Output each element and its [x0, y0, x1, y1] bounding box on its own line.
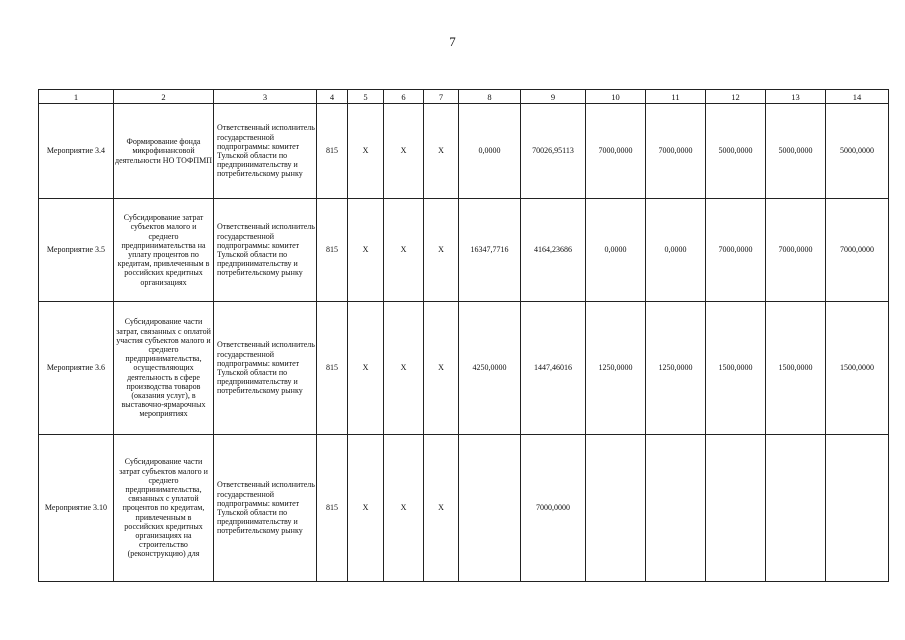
- mark-cell: [348, 302, 384, 435]
- value-cell: [766, 302, 826, 435]
- value-cell: [521, 104, 586, 199]
- mark-cell-text: Х: [438, 146, 444, 156]
- activity-name-text: Субсидирование части затрат, связанных с оплатой участия субъектов малого и среднего предпринимательства, осуществляющих деятельность в сфере производства товаров (оказания услуг), в выставочно-ярмарочных мероприятиях: [116, 317, 211, 419]
- activity-name: [114, 199, 214, 302]
- header-cell: 12: [706, 90, 766, 104]
- mark-cell: [384, 199, 424, 302]
- header-cell: 2: [114, 90, 214, 104]
- value-cell-text: 0,0000: [478, 146, 501, 156]
- activity-id-text: Мероприятие 3.6: [46, 363, 106, 373]
- value-cell-text: 16347,7716: [470, 245, 509, 255]
- value-cell: [826, 435, 889, 582]
- value-cell: [766, 435, 826, 582]
- mark-cell: [424, 199, 459, 302]
- value-cell: [706, 199, 766, 302]
- header-cell: 13: [766, 90, 826, 104]
- value-cell: [646, 435, 706, 582]
- value-cell-text: 1500,0000: [718, 363, 753, 373]
- code-cell-text: 815: [326, 146, 338, 156]
- table-row: [39, 435, 889, 582]
- value-cell: [706, 302, 766, 435]
- value-cell: [521, 302, 586, 435]
- activity-name: [114, 302, 214, 435]
- mark-cell-text: Х: [362, 146, 369, 156]
- activity-id-text: Мероприятие 3.5: [46, 245, 106, 255]
- header-cell: 6: [384, 90, 424, 104]
- header-cell: 5: [348, 90, 384, 104]
- value-cell: [646, 104, 706, 199]
- activity-id: [39, 435, 114, 582]
- header-cell: 3: [214, 90, 317, 104]
- header-cell: 1: [39, 90, 114, 104]
- mark-cell-text: Х: [400, 146, 407, 156]
- mark-cell-text: Х: [362, 503, 369, 513]
- table-row: [39, 199, 889, 302]
- mark-cell-text: Х: [438, 245, 444, 255]
- mark-cell-text: Х: [362, 363, 369, 373]
- mark-cell: [348, 435, 384, 582]
- value-cell: [459, 302, 521, 435]
- table-row: [39, 104, 889, 199]
- mark-cell: [424, 302, 459, 435]
- header-cell: 8: [459, 90, 521, 104]
- activity-id: [39, 104, 114, 199]
- value-cell: [766, 104, 826, 199]
- value-cell-text: 5000,0000: [718, 146, 753, 156]
- value-cell-text: 4164,23686: [534, 245, 572, 255]
- activity-name-text: Субсидирование части затрат субъектов малого и среднего предпринимательства, связанных с уплатой процентов по кредитам, привлеченным в российских кредитных организациях на строительство (реконструкцию) для: [119, 457, 208, 559]
- activity-name-text: Субсидирование затрат субъектов малого и среднего предпринимательства на уплату процентов по кредитам, привлеченным в российских кредитных организациях: [117, 213, 210, 287]
- activity-id: [39, 302, 114, 435]
- executor-text: Ответственный исполнитель государственной подпрограммы: комитет Тульской области по предпринимательству и потребительскому рынку: [217, 123, 315, 179]
- value-cell: [586, 199, 646, 302]
- code-cell-text: 815: [326, 363, 338, 373]
- value-cell-text: 7000,0000: [536, 503, 570, 513]
- value-cell: [521, 435, 586, 582]
- value-cell-text: 1500,0000: [778, 363, 813, 373]
- mark-cell-text: Х: [400, 503, 407, 513]
- value-cell: [646, 199, 706, 302]
- activity-id-text: Мероприятие 3.10: [44, 503, 108, 513]
- value-cell: [459, 199, 521, 302]
- executor-text: Ответственный исполнитель государственной подпрограммы: комитет Тульской области по предпринимательству и потребительскому рынку: [217, 222, 315, 278]
- executor-text: Ответственный исполнитель государственной подпрограммы: комитет Тульской области по предпринимательству и потребительскому рынку: [217, 340, 315, 396]
- activity-name: [114, 104, 214, 199]
- executor: [214, 199, 317, 302]
- mark-cell: [424, 104, 459, 199]
- table-row: [39, 302, 889, 435]
- executor-text: Ответственный исполнитель государственной подпрограммы: комитет Тульской области по предпринимательству и потребительскому рынку: [217, 480, 315, 536]
- header-cell: 11: [646, 90, 706, 104]
- mark-cell-text: Х: [400, 245, 407, 255]
- value-cell-text: 4250,0000: [472, 363, 507, 373]
- value-cell-text: 5000,0000: [840, 146, 874, 156]
- activity-name-text: Формирование фонда микрофинансовой деятельности НО ТОФПМП: [115, 137, 212, 165]
- mark-cell: [424, 435, 459, 582]
- mark-cell-text: Х: [438, 363, 444, 373]
- header-cell: 14: [826, 90, 889, 104]
- mark-cell-text: Х: [400, 363, 407, 373]
- activity-name: [114, 435, 214, 582]
- mark-cell: [384, 302, 424, 435]
- header-cell: 10: [586, 90, 646, 104]
- header-cell: 9: [521, 90, 586, 104]
- value-cell-text: 7000,0000: [598, 146, 633, 156]
- value-cell: [706, 435, 766, 582]
- value-cell-text: 7000,0000: [718, 245, 753, 255]
- value-cell: [826, 104, 889, 199]
- value-cell-text: 1500,0000: [840, 363, 874, 373]
- value-cell-text: 70026,95113: [532, 146, 574, 156]
- value-cell: [826, 199, 889, 302]
- code-cell-text: 815: [326, 245, 338, 255]
- code-cell: [317, 435, 348, 582]
- code-cell: [317, 104, 348, 199]
- header-cell: 7: [424, 90, 459, 104]
- value-cell: [706, 104, 766, 199]
- mark-cell-text: Х: [438, 503, 444, 513]
- value-cell: [586, 435, 646, 582]
- value-cell-text: 7000,0000: [658, 146, 693, 156]
- executor: [214, 435, 317, 582]
- value-cell-text: 7000,0000: [840, 245, 874, 255]
- mark-cell: [384, 104, 424, 199]
- executor: [214, 104, 317, 199]
- activity-id: [39, 199, 114, 302]
- value-cell: [459, 435, 521, 582]
- code-cell: [317, 302, 348, 435]
- value-cell-text: 5000,0000: [778, 146, 813, 156]
- value-cell-text: 0,0000: [664, 245, 687, 255]
- value-cell: [646, 302, 706, 435]
- mark-cell: [384, 435, 424, 582]
- value-cell: [586, 302, 646, 435]
- program-table: [38, 89, 889, 582]
- mark-cell-text: Х: [362, 245, 369, 255]
- value-cell: [521, 199, 586, 302]
- page-number: 7: [449, 34, 456, 49]
- value-cell-text: 1447,46016: [534, 363, 572, 373]
- value-cell-text: 0,0000: [604, 245, 627, 255]
- code-cell-text: 815: [326, 503, 338, 513]
- value-cell: [586, 104, 646, 199]
- executor: [214, 302, 317, 435]
- code-cell: [317, 199, 348, 302]
- activity-id-text: Мероприятие 3.4: [46, 146, 106, 156]
- value-cell: [459, 104, 521, 199]
- value-cell: [766, 199, 826, 302]
- header-cell: 4: [317, 90, 348, 104]
- value-cell: [826, 302, 889, 435]
- mark-cell: [348, 104, 384, 199]
- value-cell-text: 7000,0000: [778, 245, 813, 255]
- mark-cell: [348, 199, 384, 302]
- value-cell-text: 1250,0000: [598, 363, 633, 373]
- header-row: [39, 90, 889, 104]
- value-cell-text: 1250,0000: [658, 363, 693, 373]
